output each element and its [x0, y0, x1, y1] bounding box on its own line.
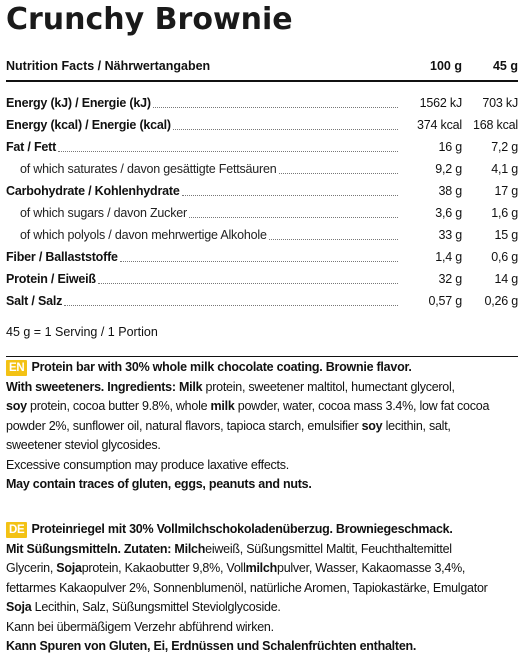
value-100g: 16 g — [438, 140, 462, 154]
leader-dots — [182, 195, 398, 196]
nutrient-label: Fiber / Ballaststoffe — [6, 250, 118, 264]
language-tag-de: DE — [6, 522, 27, 538]
en-product-description: Protein bar with 30% whole milk chocolate coating. Brownie flavor. — [31, 360, 412, 374]
value-45g: 15 g — [494, 228, 518, 242]
en-allergen-notice: May contain traces of gluten, eggs, peanuts and nuts. — [6, 477, 312, 491]
de-line — [6, 520, 518, 540]
value-45g: 0,6 g — [491, 250, 518, 264]
nutrition-row — [6, 268, 518, 290]
en-text: powder 2%, sunflower oil, natural flavors, tapioca starch, emulsifier — [6, 418, 362, 433]
value-45g: 703 kJ — [482, 96, 518, 110]
en-text: sweetener steviol glycosides. — [6, 438, 161, 452]
en-line — [6, 475, 518, 495]
value-100g: 32 g — [438, 272, 462, 286]
leader-dots — [120, 261, 398, 262]
de-text: fettarmes Kakaopulver 2%, Sonnenblumenöl, natürliche Aromen, Tapiokastärke, Emulgator — [6, 580, 488, 595]
nutrition-row — [6, 202, 518, 224]
de-line — [6, 618, 518, 638]
nutrient-label: of which polyols / davon mehrwertige Alkohole — [20, 228, 267, 242]
en-allergen: soy — [361, 418, 383, 433]
leader-dots — [279, 173, 398, 174]
value-45g: 7,2 g — [491, 140, 518, 154]
value-100g: 374 kcal — [417, 118, 462, 132]
leader-dots — [64, 305, 398, 306]
nutrient-label: of which sugars / davon Zucker — [20, 206, 187, 220]
de-line — [6, 637, 518, 657]
nutrient-label: Fat / Fett — [6, 140, 57, 154]
nutrition-row — [6, 92, 518, 114]
nutrition-rows — [6, 92, 518, 312]
en-text: powder, water, cocoa mass 3.4%, low fat cocoa — [234, 399, 490, 413]
en-allergen: milk — [210, 399, 235, 413]
value-45g: 14 g — [494, 272, 518, 286]
nutrition-row — [6, 180, 518, 202]
en-line — [6, 436, 518, 456]
leader-dots — [153, 107, 398, 108]
de-allergen: milch — [245, 561, 277, 575]
nutrition-row — [6, 224, 518, 246]
de-line — [6, 598, 518, 618]
value-45g: 1,6 g — [491, 206, 518, 220]
de-text: Glycerin, — [6, 561, 57, 575]
leader-dots — [58, 151, 398, 152]
en-warning: Excessive consumption may produce laxative effects. — [6, 457, 289, 472]
de-allergen: Soja — [6, 600, 32, 614]
nutrient-label: Salt / Salz — [6, 294, 63, 308]
nutrient-label: Energy (kJ) / Energie (kJ) — [6, 96, 151, 110]
nutrition-header — [6, 52, 518, 82]
en-line — [6, 358, 518, 378]
de-text: eiweiß, Süßungsmittel Maltit, Feuchthaltemittel — [205, 541, 452, 556]
nutrient-label: Protein / Eiweiß — [6, 272, 96, 286]
value-100g: 1,4 g — [435, 250, 462, 264]
leader-dots — [189, 217, 398, 218]
de-line — [6, 579, 518, 599]
en-text-bold: With sweeteners. Ingredients: Milk — [6, 379, 203, 394]
en-text: protein, cocoa butter 9.8%, whole — [26, 399, 211, 413]
nutrition-row — [6, 246, 518, 268]
en-line — [6, 456, 518, 476]
value-45g: 17 g — [494, 184, 518, 198]
en-line — [6, 397, 518, 417]
value-100g: 3,6 g — [435, 206, 462, 220]
divider — [6, 356, 518, 357]
value-100g: 33 g — [438, 228, 462, 242]
en-text: lecithin, salt, — [382, 418, 451, 433]
col-45g-header: 45 g — [492, 59, 518, 73]
de-text: pulver, Wasser, Kakaomasse 3,4%, — [277, 561, 466, 575]
nutrition-table — [6, 52, 518, 357]
nutrient-label: of which saturates / davon gesättigte Fettsäuren — [20, 162, 277, 176]
nutrition-header-label: Nutrition Facts / Nährwertangaben — [6, 59, 211, 73]
german-section — [6, 520, 518, 657]
leader-dots — [98, 283, 398, 284]
value-100g: 38 g — [438, 184, 462, 198]
de-text: Lecithin, Salz, Süßungsmittel Steviolglycoside. — [31, 600, 281, 614]
de-product-description: Proteinriegel mit 30% Vollmilchschokoladenüberzug. Browniegeschmack. — [31, 522, 453, 536]
nutrition-row — [6, 136, 518, 158]
de-allergen: Soja — [56, 561, 82, 575]
nutrition-row — [6, 290, 518, 312]
de-text-bold: Mit Süßungsmitteln. Zutaten: Milch — [6, 541, 206, 556]
value-100g: 0,57 g — [428, 294, 462, 308]
en-line — [6, 417, 518, 437]
de-warning: Kann bei übermäßigem Verzehr abführend wirken. — [6, 619, 274, 634]
nutrient-label: Carbohydrate / Kohlenhydrate — [6, 184, 180, 198]
value-100g: 1562 kJ — [419, 96, 462, 110]
value-45g: 168 kcal — [473, 118, 518, 132]
nutrition-row — [6, 114, 518, 136]
nutrition-row — [6, 158, 518, 180]
en-text: protein, sweetener maltitol, humectant glycerol, — [202, 379, 455, 394]
value-100g: 9,2 g — [435, 162, 462, 176]
nutrient-label: Energy (kcal) / Energie (kcal) — [6, 118, 171, 132]
en-line — [6, 378, 518, 398]
value-45g: 4,1 g — [491, 162, 518, 176]
de-text: protein, Kakaobutter 9,8%, Voll — [81, 561, 246, 575]
en-allergen: soy — [6, 399, 27, 413]
leader-dots — [269, 239, 398, 240]
col-100g-header: 100 g — [430, 59, 462, 73]
value-45g: 0,26 g — [484, 294, 518, 308]
de-line — [6, 540, 518, 560]
de-allergen-notice: Kann Spuren von Gluten, Ei, Erdnüssen und Schalenfrüchten enthalten. — [6, 639, 417, 653]
english-section — [6, 358, 518, 495]
de-line — [6, 559, 518, 579]
serving-size: 45 g = 1 Serving / 1 Portion — [6, 325, 158, 339]
language-tag-en: EN — [6, 360, 27, 376]
product-title: Crunchy Brownie — [6, 2, 293, 37]
leader-dots — [173, 129, 398, 130]
